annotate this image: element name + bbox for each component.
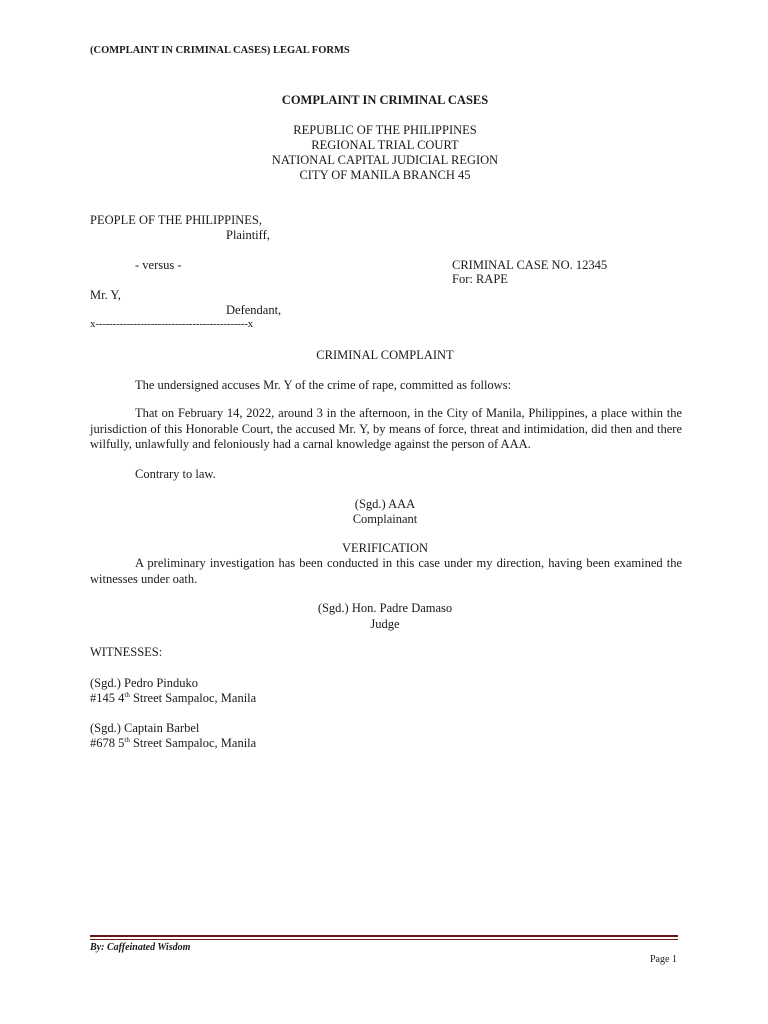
versus-label: - versus -: [135, 258, 182, 272]
footer-author: By: Caffeinated Wisdom: [90, 942, 191, 953]
witnesses-heading: WITNESSES:: [90, 645, 163, 659]
witness-2-address-number: #678 5: [90, 736, 125, 750]
defendant-role: Defendant,: [226, 303, 282, 317]
accusation-text: The undersigned accuses Mr. Y of the crime of rape, committed as follows:: [135, 378, 512, 392]
judge-role: Judge: [370, 617, 400, 631]
witness-2-address: [90, 736, 256, 751]
verification-heading: VERIFICATION: [341, 541, 429, 555]
complainant-signature: (Sgd.) AAA: [354, 497, 416, 511]
contrary-paragraph: [90, 467, 682, 483]
defendant-name: Mr. Y,: [90, 288, 121, 302]
footer-rule-thick: [90, 935, 678, 937]
court-line-branch: CITY OF MANILA BRANCH 45: [299, 168, 471, 182]
running-header: (COMPLAINT IN CRIMINAL CASES) LEGAL FORMS: [90, 45, 350, 56]
plaintiff-role: Plaintiff,: [226, 228, 270, 242]
case-number: CRIMINAL CASE NO. 12345: [452, 258, 608, 272]
case-offense: For: RAPE: [452, 272, 508, 286]
page-number: Page 1: [650, 954, 677, 965]
complaint-heading: CRIMINAL COMPLAINT: [316, 348, 454, 362]
facts-paragraph: [90, 406, 682, 453]
witness-1-address: [90, 691, 256, 706]
witness-2-address-suffix: th: [124, 735, 130, 744]
witness-1-address-suffix: th: [124, 690, 130, 699]
contrary-text: Contrary to law.: [135, 467, 216, 481]
verification-paragraph: [90, 556, 682, 587]
witness-2-signature: (Sgd.) Captain Barbel: [90, 721, 200, 735]
witness-1-address-number: #145 4: [90, 691, 125, 705]
witness-1-signature: (Sgd.) Pedro Pinduko: [90, 676, 198, 690]
court-line-republic: REPUBLIC OF THE PHILIPPINES: [293, 123, 477, 137]
verification-text: A preliminary investigation has been conducted in this case under my direction, having been examined the witnesses under oath.: [90, 556, 682, 586]
accusation-paragraph: [90, 378, 682, 394]
complainant-role: Complainant: [352, 512, 418, 526]
facts-text: That on February 14, 2022, around 3 in the afternoon, in the City of Manila, Philippines, a place within the jurisdiction of this Honorable Court, the accused Mr. Y, by means of force, threat and intimidation, did then and there wilfully, unlawfully and feloniously had a carnal knowledge against the person of AAA.: [90, 406, 682, 451]
footer-rule-thin: [90, 939, 678, 940]
court-heading: [90, 123, 680, 183]
plaintiff-name: PEOPLE OF THE PHILIPPINES,: [90, 213, 263, 227]
witness-1-address-street: Street Sampaloc, Manila: [129, 691, 257, 705]
judge-signature: (Sgd.) Hon. Padre Damaso: [317, 601, 453, 615]
caption-separator: x--------------------------------------------x: [90, 318, 253, 330]
document-title: COMPLAINT IN CRIMINAL CASES: [281, 93, 489, 107]
witness-2-address-street: Street Sampaloc, Manila: [129, 736, 257, 750]
court-line-rtc: REGIONAL TRIAL COURT: [311, 138, 459, 152]
court-line-region: NATIONAL CAPITAL JUDICIAL REGION: [271, 153, 499, 167]
